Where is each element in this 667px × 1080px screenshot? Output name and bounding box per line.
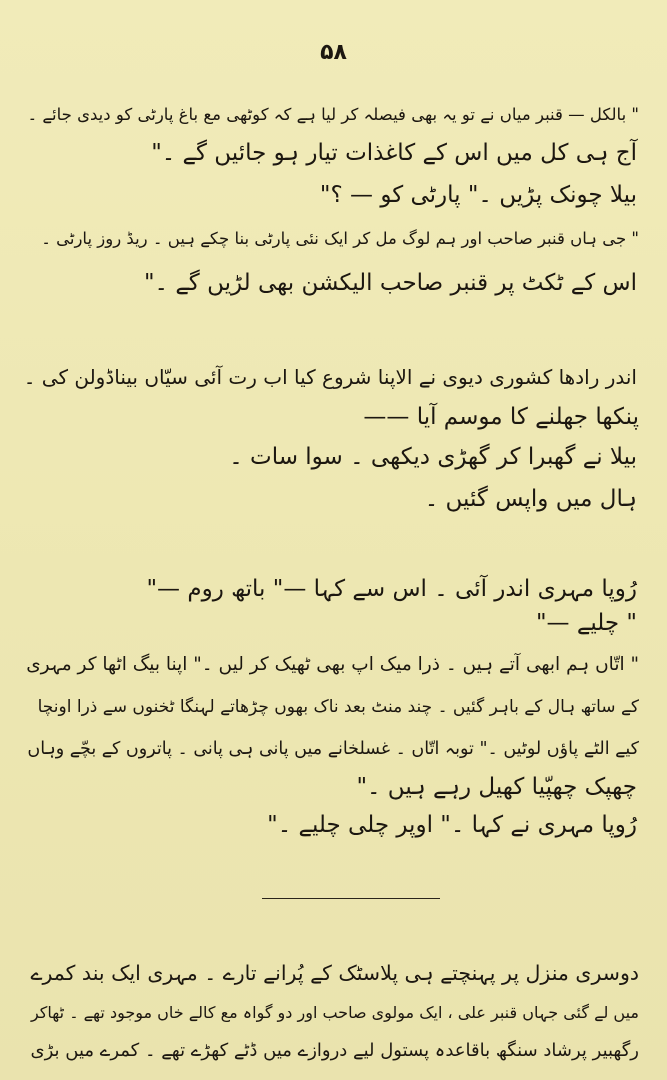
text-line: کیے الٹے پاؤں لوٹیں ۔" توبہ اتّاں ۔ غسلخانے میں پانی ہی پانی ۔ پاتروں کے بچّے وہاں: [27, 739, 639, 759]
text-line: بیلا نے گھبرا کر گھڑی دیکھی ۔ سوا سات ۔: [229, 444, 637, 470]
text-line: رُوپا مہری نے کہا ۔" اوپر چلی چلیے ۔": [267, 812, 637, 838]
text-line: میں لے گئی جہاں قنبر علی ، ایک مولوی صاحب اور دو گواہ مع کالے خاں موجود تھے ۔ ٹھاکر: [30, 1003, 639, 1022]
text-line: " اتّاں ہم ابھی آتے ہیں ۔ ذرا میک اپ بھی ٹھیک کر لیں ۔" اپنا بیگ اٹھا کر مہری: [26, 654, 639, 675]
text-line: " جی ہاں قنبر صاحب اور ہم لوگ مل کر ایک نئی پارٹی بنا چکے ہیں ۔ ریڈ روز پارٹی ۔: [41, 229, 639, 248]
text-line: " چلیے —": [535, 610, 637, 636]
text-line: چھپک چھپّیا کھیل رہے ہیں ۔": [356, 774, 637, 800]
text-line: اندر رادھا کشوری دیوی نے الاپنا شروع کیا اب رت آئی سیّاں بیناڈولن کی ۔: [23, 365, 637, 389]
page-number: ۵۸: [320, 40, 347, 65]
text-line: رُوپا مہری اندر آئی ۔ اس سے کہا —" باتھ روم —": [146, 576, 637, 602]
text-line: اس کے ٹکٹ پر قنبر صاحب الیکشن بھی لڑیں گے ۔": [143, 270, 637, 296]
text-line: آج ہی کل میں اس کے کاغذات تیار ہو جائیں گے ۔": [151, 140, 637, 166]
text-line: دوسری منزل پر پہنچتے ہی پلاسٹک کے پُرانے تارے ۔ مہری ایک بند کمرے: [30, 961, 639, 985]
text-line: " بالکل — قنبر میاں نے تو یہ بھی فیصلہ کر لیا ہے کہ کوٹھی مع باغ پارٹی کو دیدی جائے ۔: [27, 105, 639, 124]
text-line: بیلا چونک پڑیں ۔" پارٹی کو — ؟": [319, 182, 637, 208]
text-line: کے ساتھ ہال کے باہر گئیں ۔ چند منٹ بعد ناک بھوں چڑھاتے لہنگا ٹخنوں سے ذرا اونچا: [37, 697, 639, 717]
text-line: رگھبیر پرشاد سنگھ باقاعدہ پستول لیے دروازے میں ڈٹے کھڑے تھے ۔ کمرے میں بڑی: [30, 1040, 639, 1061]
text-line: پنکھا جھلنے کا موسم آیا ——: [363, 404, 639, 430]
text-line: ہال میں واپس گئیں ۔: [424, 486, 637, 512]
section-divider: [262, 898, 440, 899]
